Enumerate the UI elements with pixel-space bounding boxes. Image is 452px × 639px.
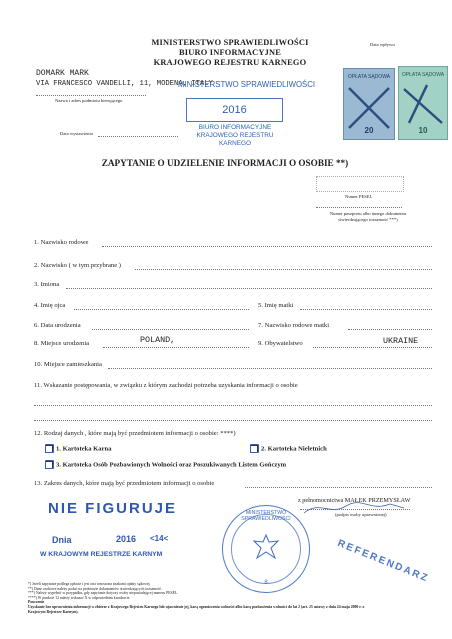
round-seal-text: MINISTERSTWO SPRAWIEDLIWOŚCI xyxy=(241,510,291,522)
option-juvenile-record-label: 2. Kartoteka Nieletnich xyxy=(261,445,327,453)
eagle-emblem-icon xyxy=(251,532,281,562)
footnote-text1: Uzyskanie bez uprawnienia informacji w zbiorze z Krajowego Rejestru Karnego lub ujawnienie jej, karą ograniczenia wolności albo karą pozbawienia wolności do lat 2 (art. 25 ustawy z dnia 24 maja 2000 r. o xyxy=(28,604,365,609)
authorization-by: z pełnomocnictwa MAŁEK PRZEMYSŁAW xyxy=(298,497,411,504)
fee-stamp-value: 20 xyxy=(364,126,374,135)
footnote-4: ****) W punkcie 12 należy wskazać X w odpowiednim kwadracie. xyxy=(28,595,131,600)
year-stamp-box xyxy=(186,98,283,122)
footnote-pouczenie: Pouczenie xyxy=(28,600,45,605)
field-residence: 10. Miejsce zamieszkania xyxy=(34,361,102,368)
date-received-label: Data wpływu xyxy=(370,42,395,47)
field-birth-place: 8. Miejsce urodzenia xyxy=(34,340,90,347)
signature-scribble-icon xyxy=(300,498,410,518)
footnote-2: **) Dane osobowe należy podać na podstawie dokumentów stwierdzających tożsamość. xyxy=(28,586,163,591)
applicant-caption: Nazwa i adres podmiotu kierującego xyxy=(55,98,123,103)
ministry-stamp-line: MINISTERSTWO SPRAWIEDLIWOŚCI xyxy=(178,80,316,89)
bureau-stamp xyxy=(180,124,290,148)
header-line3: KRAJOWEGO REJESTRU KARNEGO xyxy=(153,58,307,67)
checkbox-juvenile-record[interactable] xyxy=(250,445,258,453)
option-criminal-record-label: 1. Kartoteka Karna xyxy=(56,445,112,453)
footnote-1: *) Jeżeli zapytanie podlega opłacie i jest ona wnoszona znakami opłaty sądowej. xyxy=(28,582,151,586)
field-father-name: 4. Imię ojca xyxy=(34,302,66,309)
referendarz-stamp: REFERENDARZ xyxy=(335,538,431,585)
result-stamp: NIE FIGURUJE xyxy=(48,500,178,517)
header-line2: BIURO INFORMACYJNE xyxy=(178,48,281,57)
fee-stamp-value-2: 10 xyxy=(418,126,428,135)
field-data-type: 12. Rodzaj danych , które mają być przedmiotem informacji o osobie: ****) xyxy=(34,430,236,437)
passport-caption-line2: stwierdzającego tożsamość ***) xyxy=(338,216,398,222)
year-stamp: 2016 xyxy=(222,104,247,116)
field-mother-maiden: 7. Nazwisko rodowe matki xyxy=(258,322,330,329)
footnote-3: ***) Należy wypełnić w przypadku, gdy zapytanie dotyczy osoby nieposiadającej numeru PESEL. xyxy=(28,591,179,596)
bureau-stamp-line1: BIURO INFORMACYJNE xyxy=(198,124,272,131)
birth-place-value: POLAND, xyxy=(140,335,176,345)
option-deprived-liberty-label: 3. Kartoteka Osób Pozbawionych Wolności oraz Poszukiwanych Listem Gończym xyxy=(56,461,287,469)
footnote-text2: Krajowym Rejestrze Karnym). xyxy=(28,609,79,614)
result-registry: W KRAJOWYM REJESTRZE KARNYM xyxy=(40,551,163,558)
field-mother-name: 5. Imię matki xyxy=(258,302,294,309)
result-dnia: Dnia xyxy=(52,535,72,545)
field-birth-date: 6. Data urodzenia xyxy=(34,322,81,329)
option-deprived-liberty[interactable] xyxy=(45,461,286,469)
field-first-names: 3. Imiona xyxy=(34,281,60,288)
fee-stamp-label: OPŁATA SĄDOWA xyxy=(347,74,391,80)
option-juvenile-record[interactable] xyxy=(250,445,327,453)
applicant-name: DOMARK MARK xyxy=(36,69,89,78)
fee-stamp-label-2: OPŁATA SĄDOWA xyxy=(401,72,445,78)
issue-date-caption: Data wystawienia xyxy=(60,131,93,136)
checkbox-criminal-record[interactable] xyxy=(45,445,53,453)
fee-stamp-cross-icon-2 xyxy=(399,81,447,131)
field-proceedings: 11. Wskazanie postępowania, w związku z którym zachodzi potrzeba uzyskania informacji o osobie xyxy=(34,382,298,389)
passport-caption xyxy=(313,211,423,222)
result-year: 2016 xyxy=(116,534,137,544)
pesel-box xyxy=(316,176,404,192)
header-line1: MINISTERSTWO SPRAWIEDLIWOŚCI xyxy=(151,38,309,47)
citizenship-value: UKRAINE xyxy=(383,336,419,346)
round-seal xyxy=(222,505,310,593)
bureau-stamp-line2: KRAJOWEGO REJESTRU KARNEGO xyxy=(196,132,274,147)
fee-stamp-10 xyxy=(398,66,448,140)
field-surname: 2. Nazwisko ( w tym przybrane ) xyxy=(34,262,121,269)
passport-caption-line1: Numer paszportu albo innego dokumentu xyxy=(329,211,407,216)
checkbox-deprived-liberty[interactable] xyxy=(45,461,53,469)
applicant-address: VIA FRANCESCO VANDELLI, 11, MODENA, ITALY xyxy=(36,80,213,88)
pesel-caption: Numer PESEL xyxy=(345,194,373,199)
field-data-scope: 13. Zakres danych, które mają być przedmiotem informacji o osobie xyxy=(34,480,215,487)
footnotes xyxy=(28,582,438,614)
signature-caption: (podpis osoby uprawnionej) xyxy=(335,512,387,517)
fee-stamp-20 xyxy=(343,68,395,140)
round-seal-number: 8 xyxy=(264,580,268,586)
field-maiden-name: 1. Nazwisko rodowe xyxy=(34,239,89,246)
form-title: ZAPYTANIE O UDZIELENIE INFORMACJI O OSOBIE **) xyxy=(101,158,349,168)
field-citizenship: 9. Obywatelstwo xyxy=(258,340,303,347)
option-criminal-record[interactable] xyxy=(45,445,112,453)
result-code: <14< xyxy=(150,534,169,543)
ministry-header xyxy=(110,38,350,68)
